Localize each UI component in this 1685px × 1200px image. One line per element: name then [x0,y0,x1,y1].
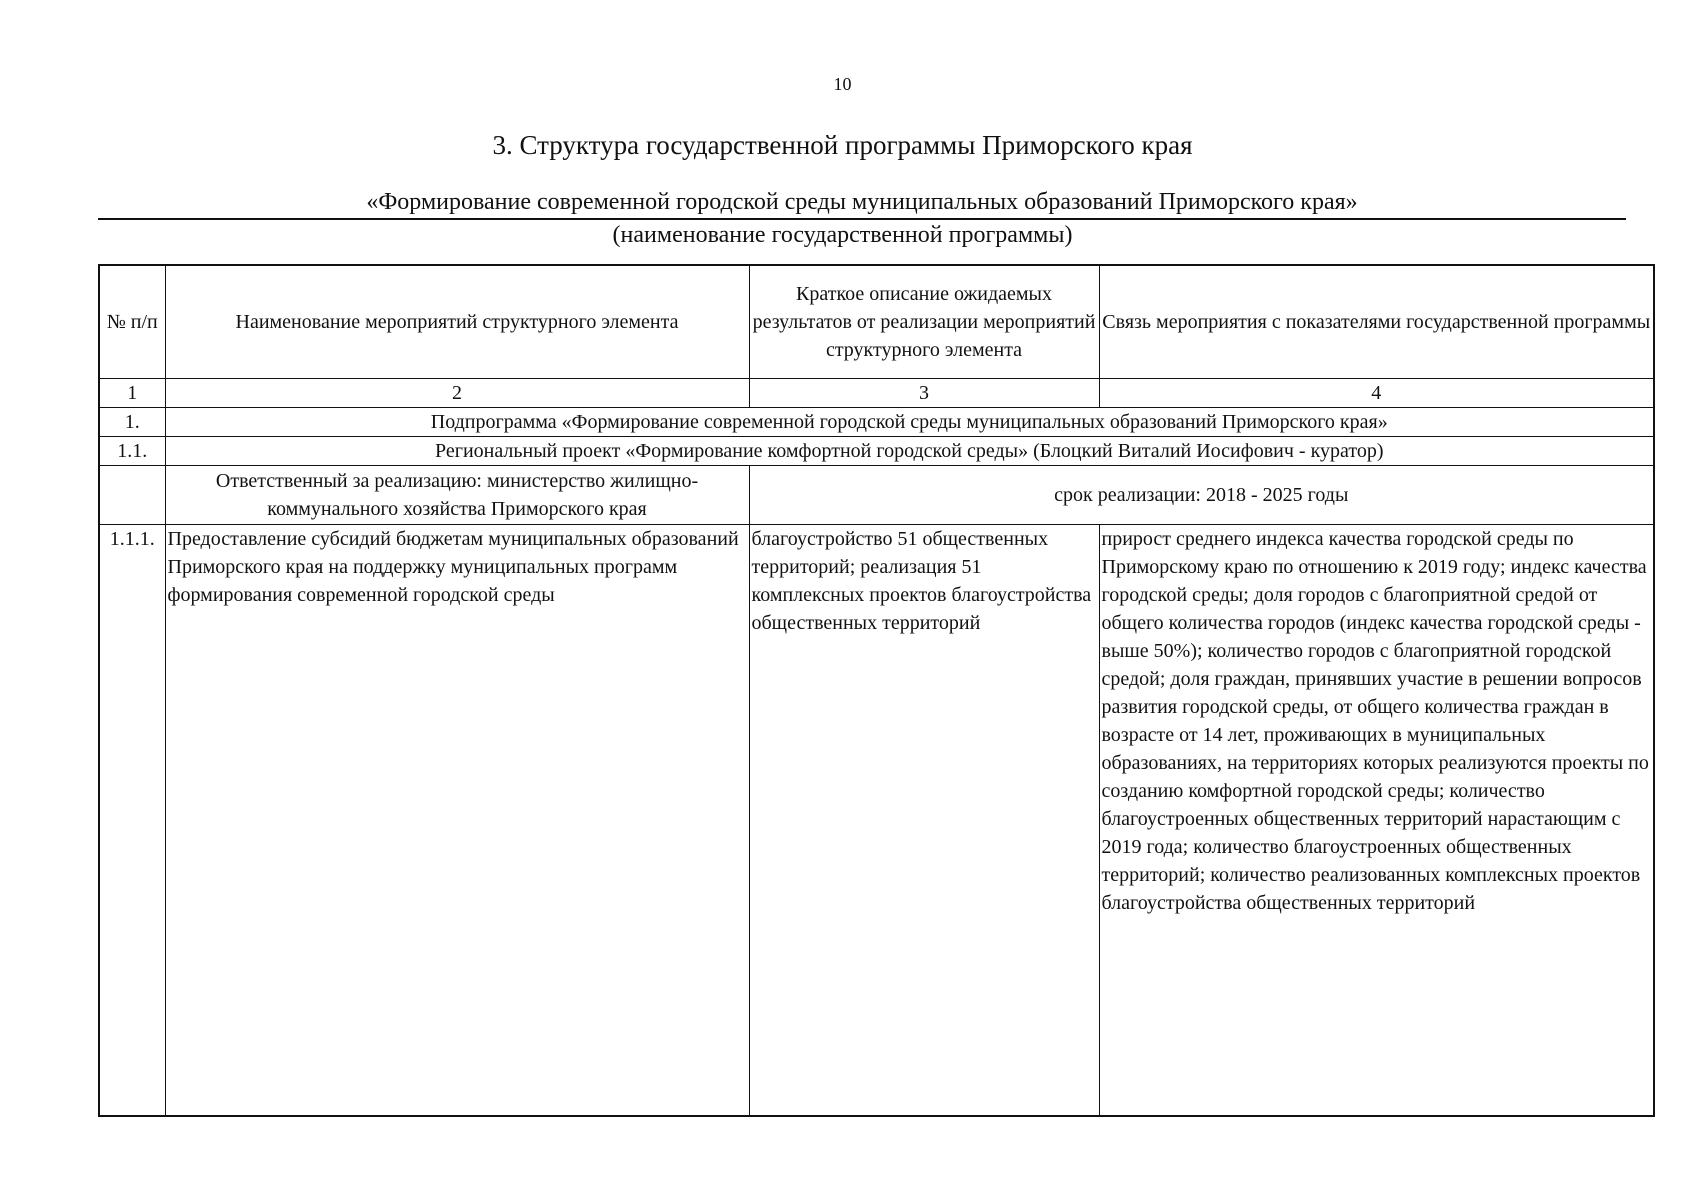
header-num: № п/п [99,265,165,379]
item-num: 1.1.1. [99,525,165,1117]
column-number: 1 [99,379,165,408]
implementation-period: срок реализации: 2018 - 2025 годы [749,466,1654,525]
page-number: 10 [833,74,852,94]
program-name: «Формирование современной городской среды муниципальных образований Приморского края» [366,189,1358,215]
header-name: Наименование мероприятий структурного элемента [165,265,749,379]
column-number: 4 [1099,379,1654,408]
header-link: Связь мероприятия с показателями государственной программы [1099,265,1654,379]
responsible-row [99,466,1654,525]
table-header-row [99,265,1654,379]
responsible-num [99,466,165,525]
subprogram-title: Подпрограмма «Формирование современной городской среды муниципальных образований Приморского края» [165,408,1654,437]
project-title: Региональный проект «Формирование комфортной городской среды» (Блоцкий Виталий Иосифович - куратор) [165,437,1654,466]
program-caption: (наименование государственной программы) [612,222,1073,248]
responsible-text: Ответственный за реализацию: министерство жилищно-коммунального хозяйства Приморского края [165,466,749,525]
project-row [99,437,1654,466]
column-numbers-row [99,379,1654,408]
column-number: 3 [749,379,1099,408]
table-row [99,525,1654,1117]
column-number: 2 [165,379,749,408]
structure-table [98,264,1655,1117]
header-description: Краткое описание ожидаемых результатов от реализации мероприятий структурного элемента [749,265,1099,379]
item-description: благоустройство 51 общественных территорий; реализация 51 комплексных проектов благоустройства общественных территорий [749,525,1099,1117]
section-heading: 3. Структура государственной программы Приморского края [492,130,1193,160]
subprogram-row [99,408,1654,437]
project-num: 1.1. [99,437,165,466]
subprogram-num: 1. [99,408,165,437]
program-name-underline [98,218,1626,220]
item-indicators: прирост среднего индекса качества городской среды по Приморскому краю по отношению к 2019 году; индекс качества городской среды; доля городов с благоприятной средой от общего количества городов (индекс качества городской среды - выше 50%); количество городов с благоприятной городской средой; доля граждан, принявших участие в решении вопросов развития городской среды, от общего количества граждан в возрасте от 14 лет, проживающих в муниципальных образованиях, на территориях которых реализуются проекты по созданию комфортной городской среды; количество благоустроенных общественных территорий нарастающим с 2019 года; количество благоустроенных общественных территорий; количество реализованных комплексных проектов благоустройства общественных территорий [1099,525,1654,1117]
item-name: Предоставление субсидий бюджетам муниципальных образований Приморского края на поддержку муниципальных программ формирования современной городской среды [165,525,749,1117]
